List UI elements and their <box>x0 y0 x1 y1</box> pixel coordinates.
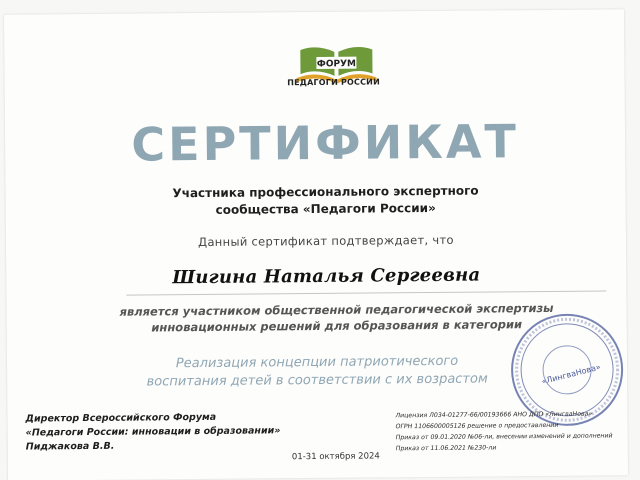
category-text <box>97 352 537 392</box>
license-line: Приказ от 09.01.2020 №06-ли, внесении изменений и дополнений <box>395 432 613 442</box>
license-block <box>395 408 625 454</box>
subtitle-line-1: Участника профессионального экспертного <box>172 183 479 201</box>
director-name: Пиджакова В.В. <box>25 440 115 453</box>
certificate-sheet <box>4 9 628 480</box>
body-line-1: является участником общественной педагогической экспертизы <box>119 300 554 319</box>
category-line-2: воспитания детей в соответствии с их возрастом <box>146 371 488 390</box>
license-line: ОГРН 1106600005126 решение о предоставлении <box>395 421 559 431</box>
body-line-2: инновационных решений для образования в категории <box>151 317 523 335</box>
certificate-subtitle <box>105 182 545 220</box>
subtitle-line-2: сообщества «Педагоги России» <box>215 200 436 217</box>
forum-logo <box>286 39 387 100</box>
category-line-1: Реализация концепции патриотического <box>175 353 459 372</box>
logo-word: ФОРУМ <box>316 59 357 70</box>
license-line: Приказ от 11.06.2021 №230-ли <box>395 444 497 453</box>
recipient-name: Шигина Наталья Сергеевна <box>172 264 481 289</box>
logo-caption: ПЕДАГОГИ РОССИИ <box>287 77 380 88</box>
license-line: Лицензия Л034-01277-66/00193666 АНО ДПО «ЛингваНова» <box>395 410 593 420</box>
director-block <box>25 410 285 454</box>
certificate-title: СЕРТИФИКАТ <box>131 114 520 172</box>
director-forum: «Педагоги России: инновации в образовании» <box>25 425 281 439</box>
director-title: Директор Всероссийского Форума <box>25 411 217 425</box>
certificate-date: 01-31 октября 2024 <box>291 451 380 463</box>
stamp-center-text: «ЛингваНова» <box>540 362 602 387</box>
confirm-text: Данный сертификат подтверждает, что <box>198 232 454 250</box>
name-underline <box>126 290 606 295</box>
